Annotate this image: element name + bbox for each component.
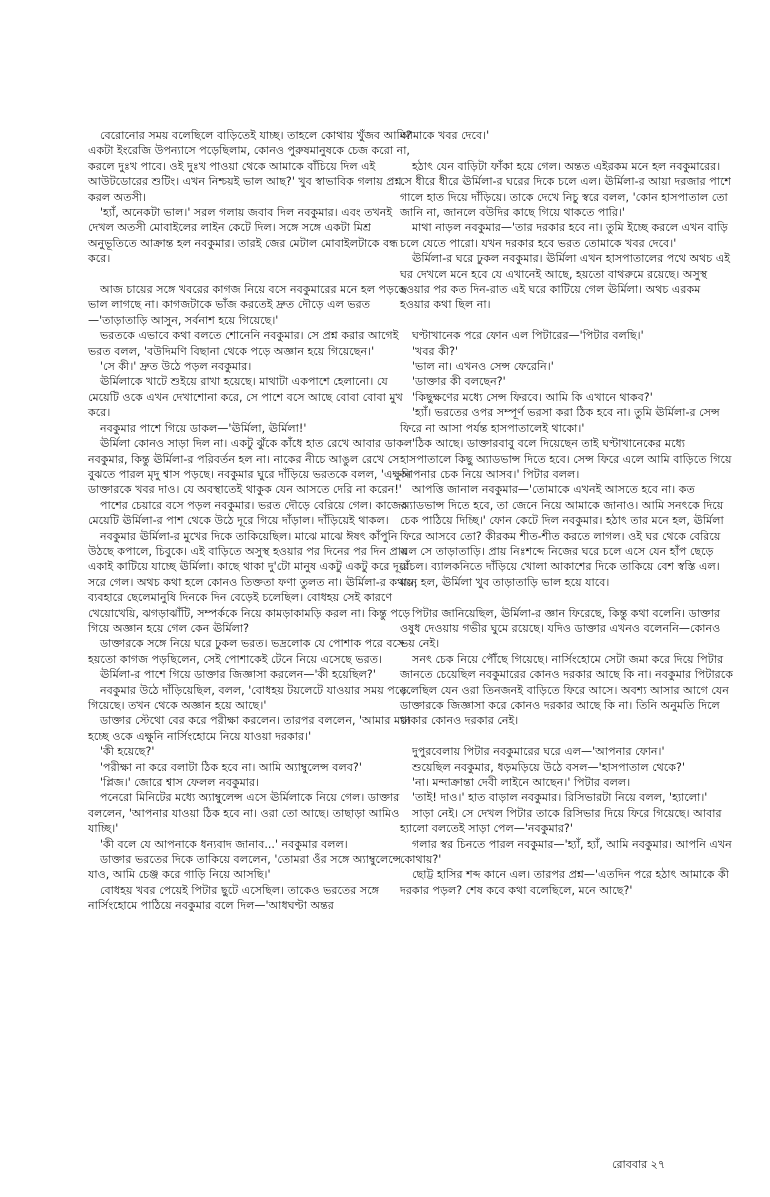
paragraph: নবকুমার উঠে দাঁড়িয়েছিল, বলল, 'বোধহয় টয়লেটে যাওয়ার সময় পড়ে গিয়েছে। তখন থেকে অজ্ঞান হয়ে আছে।' <box>88 683 408 713</box>
paragraph: ছোট্ট হাসির শব্দ কানে এল। তারপর প্রশ্ন—'এতদিন পরে হঠাৎ আমাকে কী দরকার পড়ল? শেষ কবে কথা বলেছিলে, মনে আছে?' <box>400 868 729 897</box>
paragraph: ডাক্তারকে সঙ্গে নিয়ে ঘরে ঢুকল ভরত। ভদ্রলোক যে পোশাক পরে বসে হয়তো কাগজ পড়ছিলেন, সেই পোশাকেই টেনে নিয়ে এসেছে ভরত। <box>88 637 405 666</box>
paragraph: পিটার জানিয়েছিল, ঊর্মিলা-র জ্ঞান ফিরেছে, কিন্তু কথা বলেনি। ডাক্তার ওষুধ দেওয়ায় গভীর ঘুমে রয়েছে। যদিও ডাক্তার এখনও বলেননি—কোনও ভয় নেই। <box>400 606 721 651</box>
paragraph: ঊর্মিলা কোনও সাড়া দিল না। একটু ঝুঁকে কাঁধে হাত রেখে আবার ডাকল নবকুমার, কিন্তু ঊর্মিলা-র পরিবর্তন হল না। নাকের নীচে আঙুল রেখে সে বুঝতে পারল মৃদু শ্বাস পড়ছে। নবকুমার ঘুরে দাঁড়িয়ে ভরতকে বলল, 'এক্ষুনি ডাক্তারকে খবর দাও। যে অবস্থাতেই থাকুক যেন আসতে দেরি না করেন!' <box>88 437 413 497</box>
left-column <box>88 128 421 914</box>
paragraph: 'কিছুক্ষণের মধ্যে সেন্স ফিরবে। আমি কি এখানে থাকব?' <box>412 390 653 404</box>
paragraph: 'হ্যাঁ। ভরতের ওপর সম্পূর্ণ ভরসা করা ঠিক হবে না। তুমি ঊর্মিলা-র সেন্স ফিরে না আসা পর্যন্ত হাসপাতালেই থাকো।' <box>400 406 720 435</box>
paragraph: 'ভাল না। এখনও সেন্স ফেরেনি।' <box>412 360 554 374</box>
paragraph: 'খবর কী?' <box>412 344 459 358</box>
paragraph: সাড়া নেই। সে দেখল পিটার তাকে রিসিভার দিয়ে ফিরে গিয়েছে। আবার হ্যালো বলতেই সাড়া পেল—'নবকুমার?' <box>400 806 722 836</box>
paragraph: 'ঠিক আছে। ডাক্তারবাবু বলে দিয়েছেন তাই ঘণ্টাখানেকের মধ্যে হাসপাতালে কিছু অ্যাডভান্স দিতে হবে। সেন্স ফিরে এলে আমি বাড়িতে গিয়ে আপনার চেক নিয়ে আসব।' পিটার বলল। <box>400 437 732 481</box>
paragraph: নবকুমার ঊর্মিলা-র মুখের দিকে তাকিয়েছিল। মাঝে মাঝে ঈষৎ কাঁপুনি উঠছে কপালে, চিবুকে। এই বাড়িতে অসুস্থ হওয়ার পর দিনের পর দিন প্রায় একাই কাটিয়ে যাচ্ছে ঊর্মিলা। কাছে থাকা দু'টো মানুষ একটু একটু করে দূরে সরে গেল। অথচ কথা হলে কোনও তিক্ততা ফণা তুলত না। ঊর্মিলা-র কথায়, ব্যবহারে ছেলেমানুষি দিনকে দিন বেড়েই চলেছিল। বোধহয় সেই কারণে খেয়োখেয়ি, ঝগড়াঝাঁটি, সম্পর্ককে নিয়ে কামড়াকামড়ি করল না। কিন্তু পড়ে গিয়ে অজ্ঞান হয়ে গেল কেন ঊর্মিলা? <box>88 529 418 635</box>
paragraph: 'কী হয়েছে?' <box>100 745 155 759</box>
paragraph: শুয়েছিল নবকুমার, ধড়মড়িয়ে উঠে বসল—'হাসপাতাল থেকে?' <box>412 760 685 774</box>
paragraph: বোধহয় খবর পেয়েই পিটার ছুটে এসেছিল। তাকেও ভরতের সঙ্গে নার্সিংহোমে পাঠিয়ে নবকুমার বলে দিল—'আধঘণ্টা অন্তর <box>88 883 380 913</box>
paragraph: সনৎ চেক নিয়ে পৌঁছে গিয়েছে। নার্সিংহোমে সেটা জমা করে দিয়ে পিটার জানতে চেয়েছিল নবকুমারের কোনও দরকার আছে কি না। নবকুমার পিটারকে বলেছিল যেন ওরা তিনজনই বাড়িতে ফিরে আসে। অবশ্য আসার আগে যেন ডাক্তারকে জিজ্ঞাসা করে কোনও দরকার আছে কি না। তিনি অনুমতি দিলে থাকার কোনও দরকার নেই। <box>400 652 733 728</box>
paragraph: ডাক্তার স্টেথো বের করে পরীক্ষা করলেন। তারপর বললেন, 'আমার মনে হচ্ছে ওকে এক্ষুনি নার্সিংহোমে নিয়ে যাওয়া দরকার।' <box>88 714 412 743</box>
paragraph: 'সে কী।' দ্রুত উঠে পড়ল নবকুমার। <box>100 360 252 374</box>
paragraph: 'পরীক্ষা না করে বলাটা ঠিক হবে না। আমি অ্যাম্বুলেন্স বলব?' <box>100 760 362 774</box>
paragraph: 'কী বলে যে আপনাকে ধন্যবাদ জানাব...' নবকুমার বলল। <box>100 837 348 851</box>
paragraph: 'প্লিজ।' জোরে শ্বাস ফেলল নবকুমার। <box>100 776 260 790</box>
paragraph: পাশের চেয়ারে বসে পড়ল নবকুমার। ভরত দৌড়ে বেরিয়ে গেল। কাজের মেয়েটি ঊর্মিলা-র পাশ থেকে উঠে দূরে গিয়ে দাঁড়াল। দাঁড়িয়েই থাকল। <box>88 498 408 528</box>
paragraph: বেরোনোর সময় বলেছিলে বাড়িতেই যাচ্ছ। তাহলে কোথায় খুঁজব আমি? একটা ইংরেজি উপন্যাসে পড়েছিলাম, কোনও পুরুষমানুষকে চেজ করো না, করলে দুঃখ পাবে। ওই দুঃখ পাওয়া থেকে আমাকে বাঁচিয়ে দিল এই আউটডোরের শুটিং। এখন নিশ্চয়ই ভাল আছ?' খুব স্বাভাবিক গলায় প্রশ্ন করল অতসী। <box>88 129 412 204</box>
paragraph: আপত্তি জানাল নবকুমার—'তোমাকে এখনই আসতে হবে না। কত অ্যাডভান্স দিতে হবে, তা জেনে নিয়ে আমাকে জানাও। আমি সনৎকে দিয়ে চেক পাঠিয়ে দিচ্ছি।' ফোন কেটে দিল নবকুমার। হঠাৎ তার মনে হল, ঊর্মিলা ফিরে আসবে তো? কীরকম শীত-শীত করতে লাগল। ওই ঘর থেকে বেরিয়ে এল সে তাড়াতাড়ি। প্রায় নিঃশব্দে নিজের ঘরে চলে এসে যেন হাঁপ ছেড়ে বাঁচল। ব্যালকনিতে দাঁড়িয়ে খোলা আকাশের দিকে তাকিয়ে বেশ স্বস্তি এল। মনে হল, ঊর্মিলা খুব তাড়াতাড়ি ভাল হয়ে যাবে। <box>400 483 724 589</box>
paragraph: নবকুমার পাশে গিয়ে ডাকল—'ঊর্মিলা, ঊর্মিলা!' <box>100 421 307 435</box>
paragraph: দুপুরবেলায় পিটার নবকুমারের ঘরে এল—'আপনার ফোন।' <box>412 745 665 759</box>
paragraph: ঘণ্টাখানেক পরে ফোন এল পিটারের—'পিটার বলছি।' <box>412 329 644 343</box>
page-footer: রোববার ২৭ <box>612 1158 665 1171</box>
paragraph: 'ডাক্তার কী বলছেন?' <box>412 375 506 389</box>
paragraph: ঊর্মিলা-র পাশে গিয়ে ডাক্তার জিজ্ঞাসা করলেন—'কী হয়েছিল?' <box>100 668 376 682</box>
paragraph: ডাক্তার ভরতের দিকে তাকিয়ে বললেন, 'তোমরা ওঁর সঙ্গে অ্যাম্বুলেন্সে যাও, আমি চেঞ্জ করে গাড়ি নিয়ে আসছি।' <box>88 853 402 882</box>
paragraph: আমাকে খবর দেবে।' <box>400 129 490 142</box>
paragraph: পনেরো মিনিটের মধ্যে অ্যাম্বুলেন্স এসে ঊর্মিলাকে নিয়ে গেল। ডাক্তার বললেন, 'আপনার যাওয়া ঠিক হবে না। ওরা তো আছে। তাছাড়া আমিও যাচ্ছি।' <box>88 791 400 836</box>
paragraph: 'না। মন্দাক্রান্তা দেবী লাইনে আছেন।' পিটার বলল। <box>412 776 631 789</box>
right-column <box>400 128 733 898</box>
paragraph: হঠাৎ যেন বাড়িটা ফাঁকা হয়ে গেল। অন্তত এইরকম মনে হল নবকুমারের। সে ধীরে ধীরে ঊর্মিলা-র ঘরের দিকে চলে এল। ঊর্মিলা-র আয়া দরজার পাশে গালে হাত দিয়ে দাঁড়িয়ে। তাকে দেখে নিচু স্বরে বলল, 'কোন হাসপাতাল তো জানি না, জানলে বউদির কাছে গিয়ে থাকতে পারি।' <box>400 159 731 220</box>
paragraph: ভরতকে এভাবে কথা বলতে শোনেনি নবকুমার। সে প্রশ্ন করার আগেই ভরত বলল, 'বউদিমণি বিছানা থেকে পড়ে অজ্ঞান হয়ে গিয়েছেন।' <box>88 329 399 358</box>
paragraph: গলার স্বর চিনতে পারল নবকুমার—'হ্যাঁ, হ্যাঁ, আমি নবকুমার। আপনি এখন কোথায়?' <box>400 837 732 867</box>
paragraph: 'তাই! দাও।' হাত বাড়াল নবকুমার। রিসিভারটা নিয়ে বলল, 'হ্যালো।' <box>412 791 708 805</box>
paragraph: আজ চায়ের সঙ্গে খবরের কাগজ নিয়ে বসে নবকুমারের মনে হল পড়তে ভাল লাগছে না। কাগজটাকে ভাঁজ করতেই দ্রুত দৌড়ে এল ভরত—'তাড়াতাড়ি আসুন, সর্বনাশ হয়ে গিয়েছে।' <box>88 283 407 327</box>
paragraph: ঊর্মিলাকে খাটে শুইয়ে রাখা হয়েছে। মাথাটা একপাশে হেলানো। যে মেয়েটি ওকে এখন দেখাশোনা করে, সে পাশে বসে আছে বোবা বোবা মুখ করে। <box>88 375 403 420</box>
paragraph: মাথা নাড়ল নবকুমার—'তার দরকার হবে না। তুমি ইচ্ছে করলে এখন বাড়ি চলে যেতে পারো। যখন দরকার হবে ভরত তোমাকে খবর দেবে।' <box>400 221 728 250</box>
paragraph: ঊর্মিলা-র ঘরে ঢুকল নবকুমার। ঊর্মিলা এখন হাসপাতালের পথে অথচ এই ঘর দেখলে মনে হবে যে এখানেই আছে, হয়তো বাথরুমে রয়েছে। অসুস্থ হওয়ার পর কত দিন-রাত এই ঘরে কাটিয়ে গেল ঊর্মিলা। অথচ এরকম হওয়ার কথা ছিল না। <box>400 252 731 312</box>
paragraph: 'হ্যাঁ, অনেকটা ভাল।' সরল গলায় জবাব দিল নবকুমার। এবং তখনই দেখল অতসী মোবাইলের লাইন কেটে দিল। সঙ্গে সঙ্গে একটা মিশ্র অনুভূতিতে আক্রান্ত হল নবকুমার। তারই জের মেটাল মোবাইলটাকে বন্ধ করে। <box>88 206 399 266</box>
